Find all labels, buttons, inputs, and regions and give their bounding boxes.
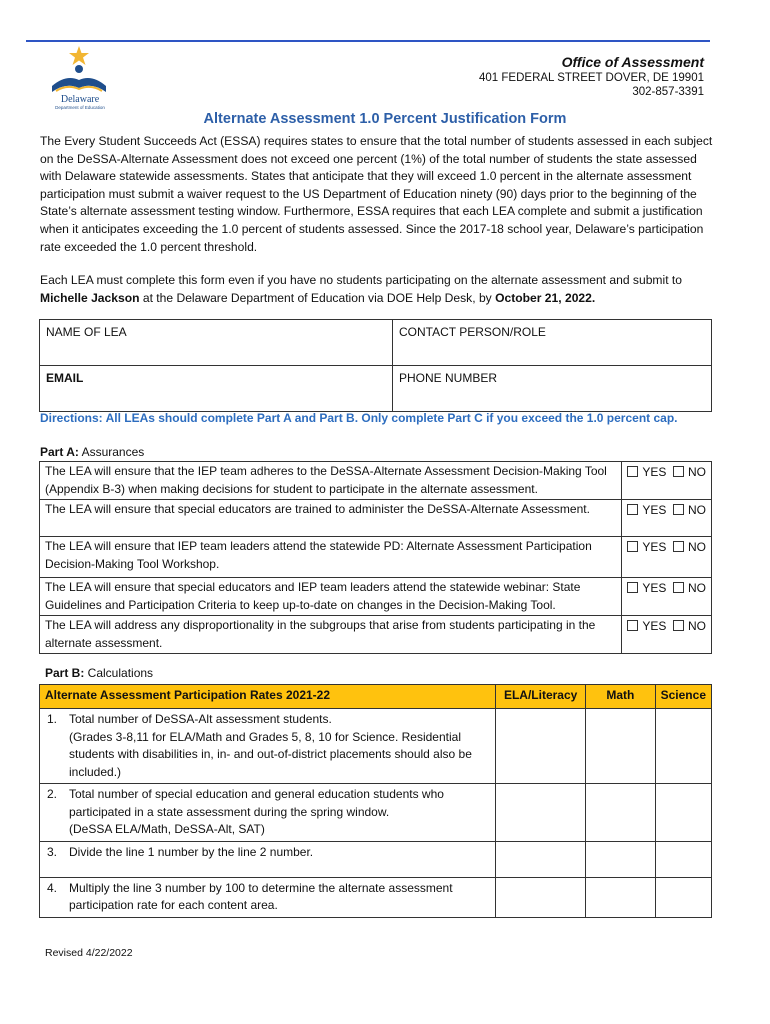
- office-phone: 302-857-3391: [632, 86, 704, 98]
- phone-number-field[interactable]: [393, 366, 712, 412]
- part-a-label: [40, 445, 144, 459]
- calc-item: [40, 709, 496, 784]
- yes-checkbox[interactable]: [627, 582, 638, 593]
- yes-label: YES: [642, 465, 667, 479]
- math-cell[interactable]: [586, 841, 656, 877]
- assurance-row: [40, 578, 712, 616]
- part-b-label-rest: Calculations: [84, 666, 154, 680]
- part-b-label: [45, 666, 153, 680]
- calc-item-text: Total number of special education and general education students who participated in a state assessment during the spring window.: [69, 787, 444, 819]
- lea-info-table: [39, 319, 712, 412]
- yes-label: YES: [642, 619, 667, 633]
- calc-item: [40, 841, 496, 877]
- assurance-row: [40, 500, 712, 537]
- phone-number-label: PHONE NUMBER: [399, 371, 498, 385]
- no-checkbox[interactable]: [673, 541, 684, 552]
- math-cell[interactable]: [586, 784, 656, 842]
- assurance-yes-no: [622, 537, 712, 578]
- part-a-label-rest: Assurances: [78, 445, 145, 459]
- deadline: October 21, 2022.: [495, 290, 596, 305]
- ela-cell[interactable]: [496, 877, 586, 917]
- submit-text-1: Each LEA must complete this form even if you have no students participating on the alternate assessment and submit to: [40, 273, 682, 287]
- no-label: NO: [688, 503, 706, 517]
- no-checkbox[interactable]: [673, 466, 684, 477]
- science-header: Science: [655, 685, 711, 709]
- no-checkbox[interactable]: [673, 620, 684, 631]
- part-b-header-row: [40, 685, 712, 709]
- assurance-yes-no: [622, 462, 712, 500]
- math-header: Math: [586, 685, 656, 709]
- revised-date: Revised 4/22/2022: [45, 947, 133, 959]
- assurance-yes-no: [622, 616, 712, 654]
- assurance-yes-no: [622, 500, 712, 537]
- math-cell[interactable]: [586, 877, 656, 917]
- yes-label: YES: [642, 581, 667, 595]
- name-of-lea-label: NAME OF LEA: [46, 325, 127, 339]
- calc-item-text: Multiply the line 3 number by 100 to determine the alternate assessment participation rate for each content area.: [69, 880, 453, 912]
- part-b-calculations-table: [39, 684, 712, 918]
- no-label: NO: [688, 465, 706, 479]
- calc-item-number: 2.: [47, 787, 58, 801]
- assurance-row: [40, 616, 712, 654]
- contact-person-label: CONTACT PERSON/ROLE: [399, 325, 546, 339]
- assurance-row: [40, 537, 712, 578]
- part-a-label-bold: Part A:: [40, 445, 79, 459]
- calc-item-text: Total number of DeSSA-Alt assessment students.: [69, 712, 332, 726]
- assurance-text: The LEA will ensure that special educators are trained to administer the DeSSA-Alternate Assessment.: [40, 500, 622, 537]
- intro-paragraph: The Every Student Succeeds Act (ESSA) requires states to ensure that the total number of students assessed in each subject on the DeSSA-Alternate Assessment does not exceed one percent (1%) of the total number of students the state assessed with Delaware statewide assessments. States that anticipate that they will exceed 1.0 percent in the alternate assessment participation must submit a waiver request to the US Department of Education ninety (90) days prior to the beginning of the State’s alternate assessment testing window. Furthermore, ESSA requires that each LEA complete and submit a justification when it anticipates exceeding the 1.0 percent of students assessed. Since the 2017-18 school year, Delaware’s participation rate exceeded the 1.0 percent threshold.: [40, 134, 713, 254]
- office-address: 401 FEDERAL STREET DOVER, DE 19901: [479, 72, 704, 84]
- calc-row: [40, 709, 712, 784]
- calc-item-text: Divide the line 1 number by the line 2 number.: [69, 844, 314, 859]
- ela-cell[interactable]: [496, 841, 586, 877]
- calc-row: [40, 841, 712, 877]
- science-cell[interactable]: [655, 784, 711, 842]
- science-cell[interactable]: [655, 877, 711, 917]
- calc-item: [40, 877, 496, 917]
- no-label: NO: [688, 540, 706, 554]
- directions: Directions: All LEAs should complete Part A and Part B. Only complete Part C if you exceed the 1.0 percent cap.: [40, 411, 678, 425]
- submit-text-2: at the Delaware Department of Education via DOE Help Desk, by: [139, 290, 496, 305]
- assurance-text: The LEA will ensure that IEP team leaders attend the statewide PD: Alternate Assessment Participation Decision-Making Tool Workshop.: [40, 537, 622, 578]
- email-field[interactable]: [40, 366, 393, 412]
- yes-label: YES: [642, 540, 667, 554]
- part-b-label-bold: Part B:: [45, 666, 85, 680]
- ela-cell[interactable]: [496, 709, 586, 784]
- office-block: [479, 54, 704, 98]
- calc-item-number: 1.: [47, 712, 58, 726]
- math-cell[interactable]: [586, 709, 656, 784]
- no-label: NO: [688, 581, 706, 595]
- name-of-lea-field[interactable]: [40, 320, 393, 366]
- email-label: EMAIL: [46, 371, 84, 385]
- no-checkbox[interactable]: [673, 504, 684, 515]
- assurance-text: The LEA will ensure that special educators and IEP team leaders attend the statewide webinar: State Guidelines and Participation Criteria to keep up-to-date on changes in the Decision-Making Tool.: [40, 578, 622, 616]
- yes-checkbox[interactable]: [627, 620, 638, 631]
- form-title: Alternate Assessment 1.0 Percent Justification Form: [203, 111, 567, 127]
- science-cell[interactable]: [655, 709, 711, 784]
- part-a-assurances-table: [39, 461, 712, 654]
- yes-checkbox[interactable]: [627, 541, 638, 552]
- logo-text-main: Delaware: [60, 94, 100, 105]
- science-cell[interactable]: [655, 841, 711, 877]
- rates-header: Alternate Assessment Participation Rates 2021-22: [40, 685, 496, 709]
- yes-label: YES: [642, 503, 667, 517]
- no-checkbox[interactable]: [673, 582, 684, 593]
- submit-paragraph: [40, 272, 720, 307]
- calc-item-sub: (DeSSA ELA/Math, DeSSA-Alt, SAT): [69, 822, 265, 836]
- calc-item-number: 3.: [47, 844, 58, 859]
- office-name: Office of Assessment: [561, 54, 704, 70]
- calc-row: [40, 877, 712, 917]
- assurance-text: The LEA will address any disproportionality in the subgroups that arise from students participating in the alternate assessment.: [40, 616, 622, 654]
- calc-item-sub: (Grades 3-8,11 for ELA/Math and Grades 5, 8, 10 for Science. Residential students with disabilities in, in- and out-of-district placements should also be included.): [69, 729, 472, 779]
- delaware-doe-logo: [42, 44, 122, 112]
- ela-header: ELA/Literacy: [496, 685, 586, 709]
- calc-item-number: 4.: [47, 880, 58, 895]
- assurance-yes-no: [622, 578, 712, 616]
- assurance-row: [40, 462, 712, 500]
- no-label: NO: [688, 619, 706, 633]
- calc-item: [40, 784, 496, 842]
- yes-checkbox[interactable]: [627, 504, 638, 515]
- assurance-text: The LEA will ensure that the IEP team adheres to the DeSSA-Alternate Assessment Decision-Making Tool (Appendix B-3) when making decisions for student to participate in the alternate assessment.: [40, 462, 622, 500]
- ela-cell[interactable]: [496, 784, 586, 842]
- contact-person-field[interactable]: [393, 320, 712, 366]
- calc-row: [40, 784, 712, 842]
- contact-name: Michelle Jackson: [40, 290, 140, 305]
- yes-checkbox[interactable]: [627, 466, 638, 477]
- header-rule: [26, 40, 710, 42]
- logo-text-sub: Department of Education: [55, 105, 105, 110]
